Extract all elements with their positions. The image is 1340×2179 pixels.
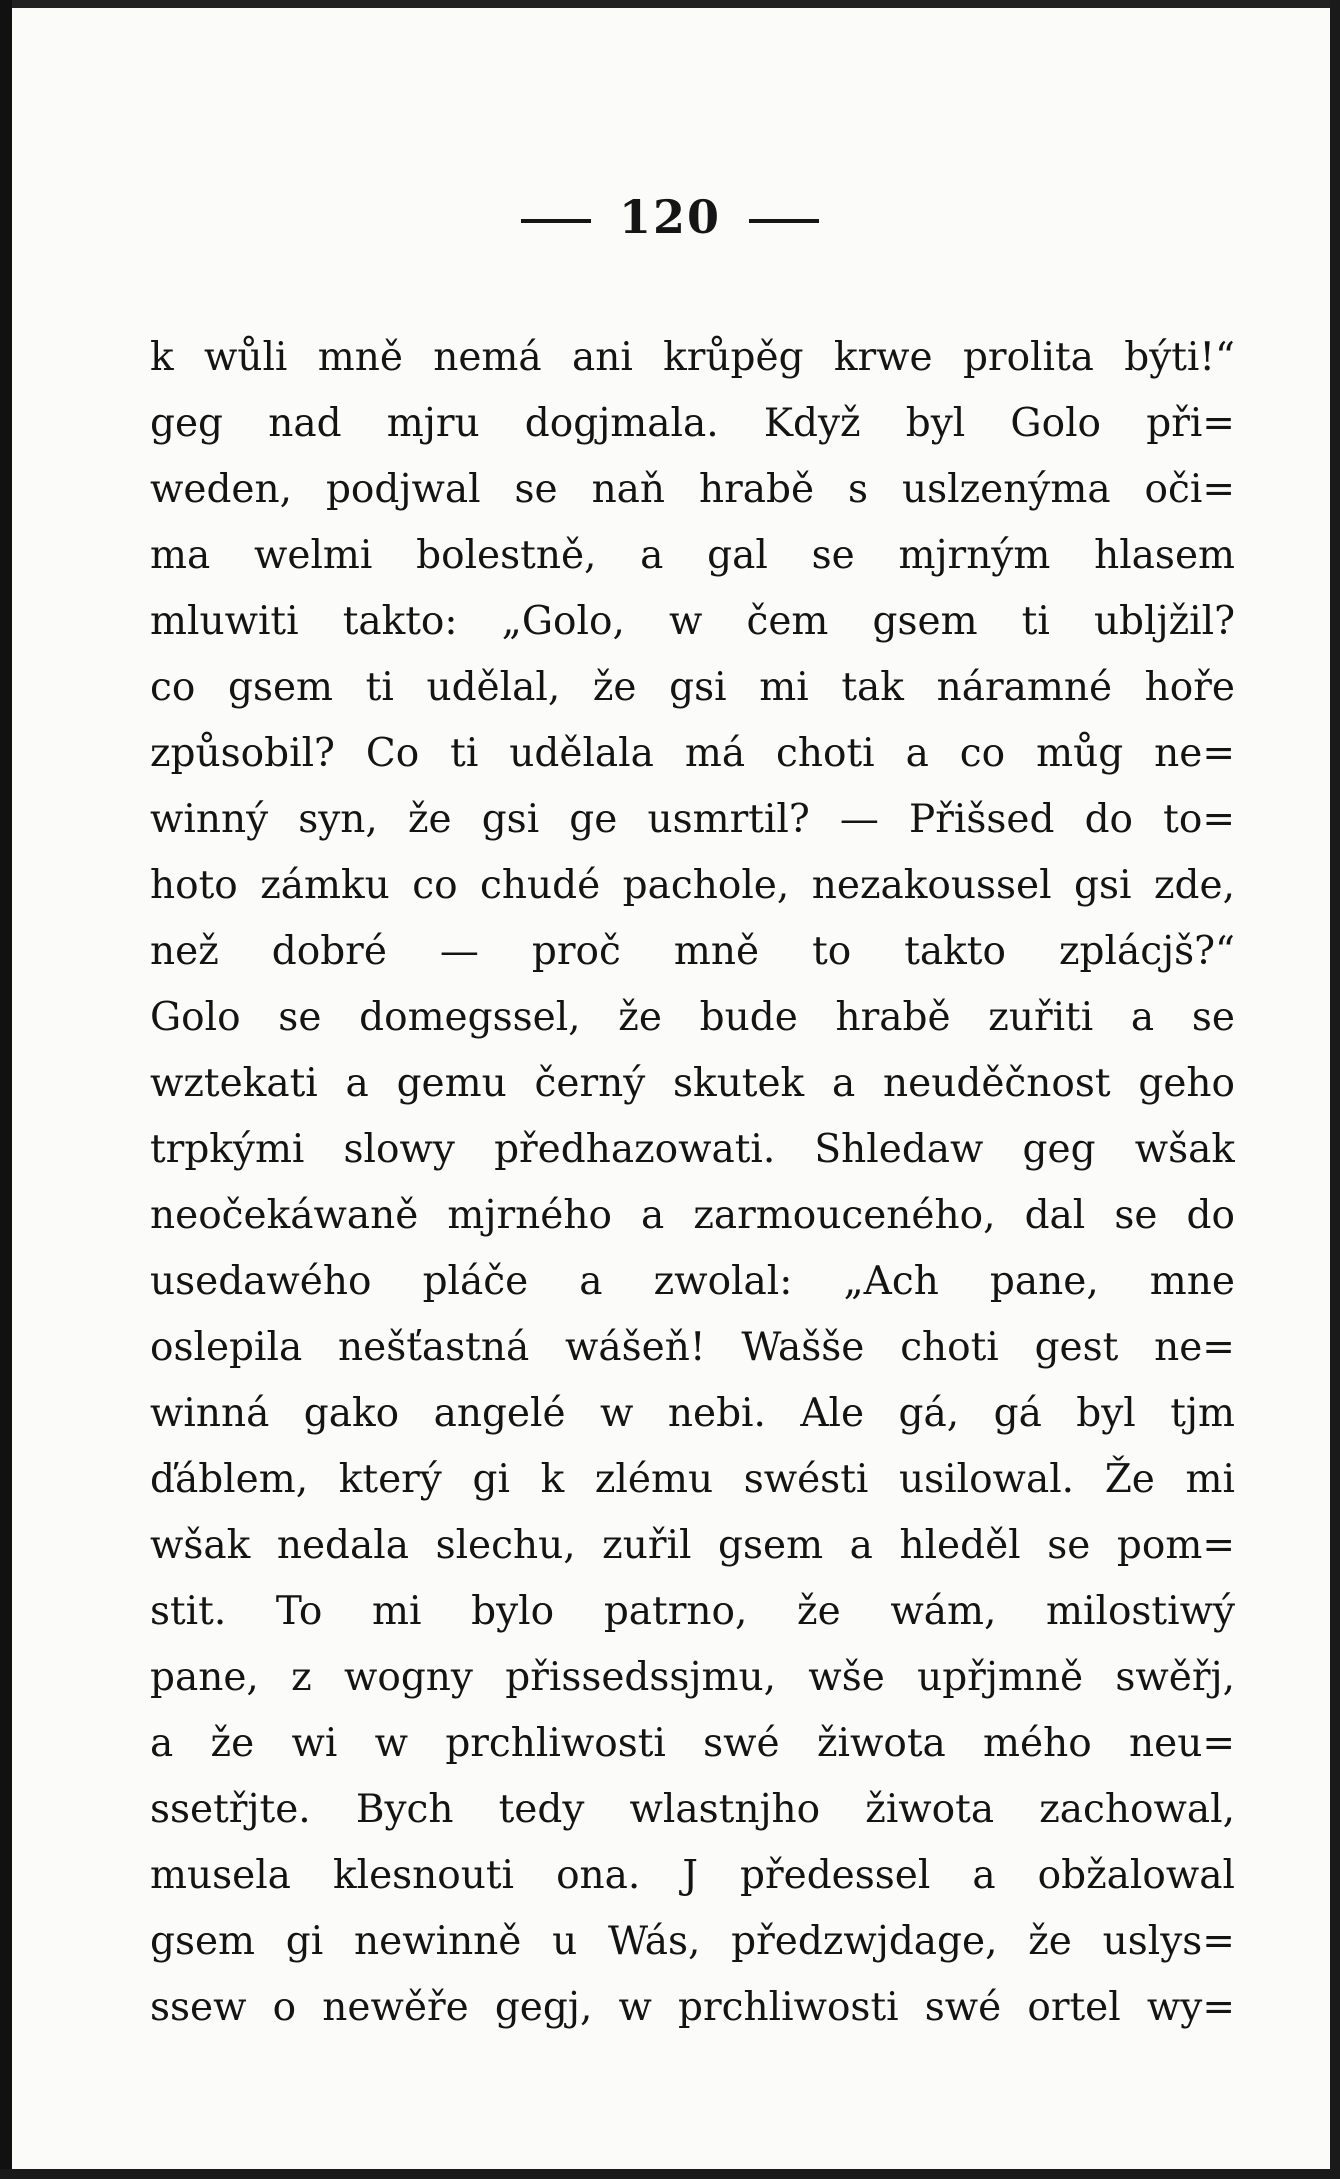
text-line: geg nad mjru dogjmala. Když byl Golo při= — [150, 401, 1235, 446]
text-line: winná gako angelé w nebi. Ale gá, gá byl tјm — [150, 1391, 1235, 1436]
text-line: trpkými slowy předhazowati. Shledaw geg wšak — [150, 1127, 1235, 1172]
body-text — [150, 325, 1235, 2041]
text-line: hoto zámku co chudé pachole, nezakoussel gsi zde, — [150, 863, 1235, 908]
text-line: pane, z wogny přissedssјmu, wše upřјmně swěřј, — [150, 1655, 1235, 1700]
text-line: mluwiti takto: „Golo, w čem gsem ti ublјžil? — [150, 599, 1235, 644]
scan-border-right — [1330, 0, 1340, 2179]
text-line: oslepila nešťastná wášeň! Wašše choti gest ne= — [150, 1325, 1235, 1370]
header-dash-left — [521, 219, 591, 223]
text-line: k wůli mně nemá ani krůpěg krwe prolita býti!“ — [150, 335, 1235, 380]
text-line: ma welmi bolestně, a gal se mjrným hlasem — [150, 533, 1235, 578]
text-line: Golo se domegssel, že bude hrabě zuřiti a se — [150, 995, 1235, 1040]
text-line: neočekáwaně mjrného a zarmouceného, dal se do — [150, 1193, 1235, 1238]
text-line: ssetřјte. Bych tedy wlastnјho žiwota zachowal, — [150, 1787, 1235, 1832]
text-line: usedawého pláče a zwolal: „Ach pane, mne — [150, 1259, 1235, 1304]
text-line: co gsem ti udělal, že gsi mi tak náramné hoře — [150, 665, 1235, 710]
page-number: 120 — [618, 190, 722, 244]
text-line: ďáblem, který gi k zlému swésti usilowal. Že mi — [150, 1457, 1235, 1502]
text-line: a že wi w prchliwosti swé žiwota mého neu= — [150, 1721, 1235, 1766]
text-line: stit. To mi bylo patrno, že wám, milostiwý — [150, 1589, 1235, 1634]
text-line: gsem gi newinně u Wás, předzwјdage, že uslys= — [150, 1919, 1235, 1964]
text-line: weden, podjwal se naň hrabě s uslzenýma oči= — [150, 467, 1235, 512]
text-line: ssew o newěře gegj, w prchliwosti swé ortel wy= — [150, 1985, 1235, 2030]
header-dash-right — [749, 219, 819, 223]
text-line: než dobré — proč mně to takto zplácjš?“ — [150, 929, 1235, 974]
scan-border-left — [0, 0, 12, 2179]
text-line: wztekati a gemu černý skutek a neuděčnost geho — [150, 1061, 1235, 1106]
text-line: winný syn, že gsi ge usmrtil? — Přišsed do to= — [150, 797, 1235, 842]
text-line: wšak nedala slechu, zuřil gsem a hleděl se pom= — [150, 1523, 1235, 1568]
page-header — [0, 190, 1340, 244]
text-line: musela klesnouti ona. J předessel a obžalowal — [150, 1853, 1235, 1898]
scan-border-bottom — [0, 2169, 1340, 2179]
text-line: způsobil? Co ti udělala má choti a co můg ne= — [150, 731, 1235, 776]
scan-border-top — [0, 0, 1340, 8]
